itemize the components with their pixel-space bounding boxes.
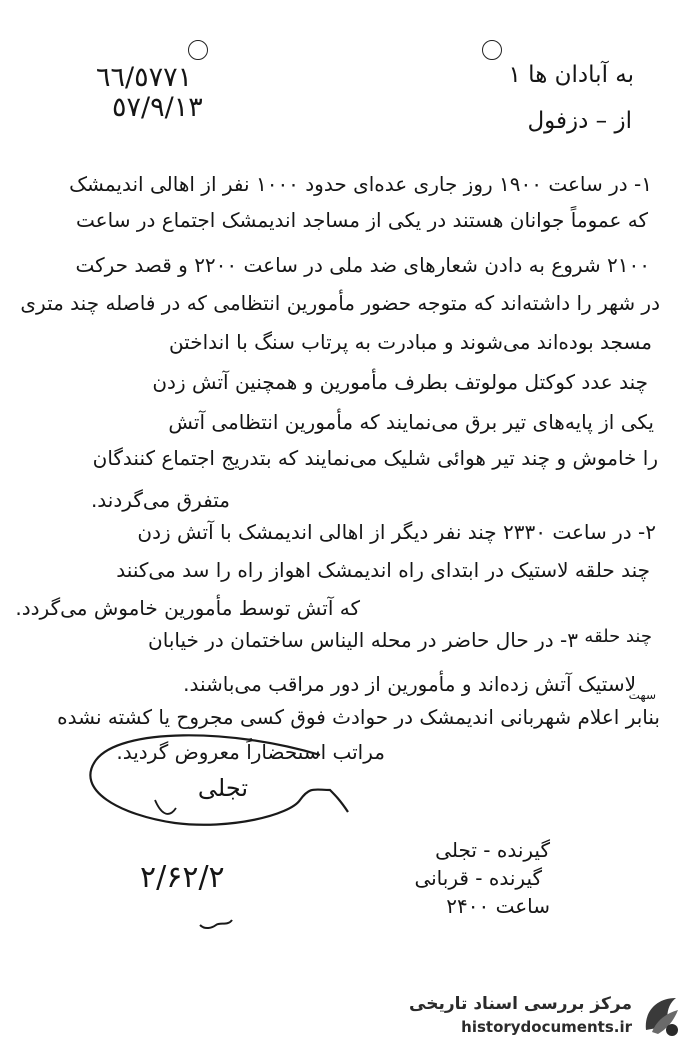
body-line-1: ۱- در ساعت ۱۹۰۰ روز جاری عده‌ای حدود ۱۰۰۰ نفر از اهالی اندیمشک [69,172,652,196]
signature-numeral: ۲/۶۲/۲ [140,860,225,895]
archive-logo [410,990,690,1046]
footer-line-3: ساعت ۲۴۰۰ [446,894,550,918]
document-date: ٥٧/٩/١٣ [112,92,203,123]
body-line-3: ۲۱۰۰ شروع به دادن شعارهای ضد ملی در ساعت ۲۲۰۰ و قصد حرکت [75,253,650,277]
sent-note: سهت [628,688,656,702]
body-line-12: که آتش توسط مأمورین خاموش می‌گردد. [15,596,360,620]
reference-number: ٦٦/٥٧٧١ [96,62,193,93]
body-line-6: چند عدد کوکتل مولوتف بطرف مأمورین و همچنین آتش زدن [152,370,648,394]
footer-line-2: گیرنده - قربانی [414,866,542,890]
body-line-10: ۲- در ساعت ۲۳۳۰ چند نفر دیگر از اهالی اندیمشک با آتش زدن [137,520,656,544]
logo-site: historydocuments.ir [461,1018,632,1036]
body-line-4: در شهر را داشته‌اند که متوجه حضور مأمورین انتظامی که در فاصله چند متری [20,291,660,315]
logo-scroll-icon [638,992,684,1038]
recipient-line: به‌ آبادان ها ۱ [508,62,634,88]
body-line-7: یکی از پایه‌های تیر برق می‌نمایند که مأمورین انتظامی آتش [168,410,654,434]
signature-name: تجلی [197,774,248,802]
body-line-5: مسجد بوده‌اند می‌شوند و مبادرت به پرتاب سنگ با انداختن [168,330,652,354]
body-line-14: لاستیک آتش زده‌اند و مأمورین از دور مراقب می‌باشند. [183,672,636,696]
logo-title: مرکز بررسی اسناد تاریخی [409,994,632,1014]
sender-line: از – دزفول [527,108,632,134]
body-line-13: ۳- در حال حاضر در محله الیناس ساختمان در خیابان [148,628,578,652]
body-line-2: که عموماً جوانان هستند در یکی از مساجد اندیمشک اجتماع در ساعت [76,208,648,232]
margin-note: چند حلقه [584,626,652,647]
body-line-16: مراتب استحضاراً معروض گردید. [116,740,385,764]
body-line-11: چند حلقه لاستیک در ابتدای راه اندیمشک اهواز راه را سد می‌کنند [116,558,650,582]
body-line-15: بنابر اعلام شهربانی اندیمشک در حوادث فوق کسی مجروح یا کشته نشده [57,705,660,729]
body-line-9: متفرق می‌گردند. [90,488,230,512]
body-line-8: را خاموش و چند تیر هوائی شلیک می‌نمایند که بتدریج اجتماع کنندگان [92,446,658,470]
footer-line-1: گیرنده - تجلی [435,838,550,862]
